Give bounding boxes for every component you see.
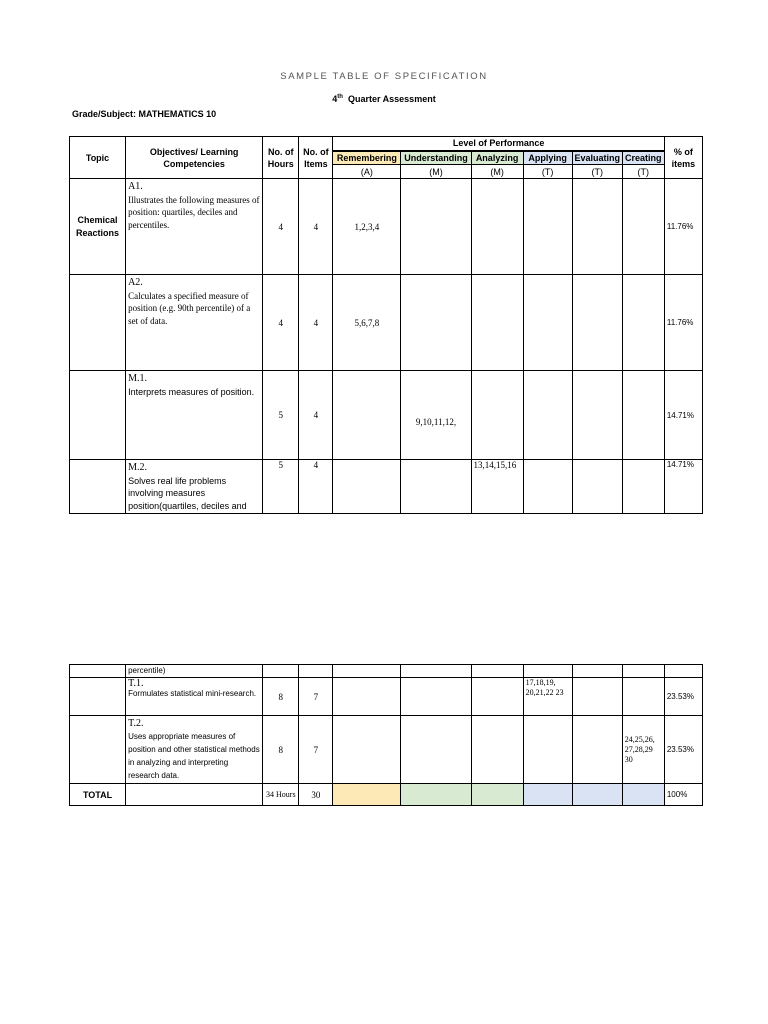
remembering-cell	[333, 460, 401, 514]
evaluating-cell	[572, 460, 622, 514]
total-row	[70, 784, 703, 806]
level-header-analyzing: Analyzing	[471, 151, 523, 165]
applying-cell	[523, 179, 572, 275]
topic-cell: Chemical Reactions	[70, 179, 126, 275]
analyzing-cell	[471, 371, 523, 460]
document-subtitle	[0, 94, 768, 104]
analyzing-cell	[471, 275, 523, 371]
empty-cell	[471, 678, 523, 716]
empty-cell	[401, 678, 471, 716]
applying-cell	[523, 371, 572, 460]
creating-cell: 24,25,26, 27,28,29 30	[622, 716, 664, 784]
table-row	[70, 179, 703, 275]
empty-cell	[622, 678, 664, 716]
understanding-cell	[401, 179, 471, 275]
specification-table	[69, 136, 703, 514]
header-level-of-performance: Level of Performance	[333, 137, 665, 151]
level-header-applying: Applying	[523, 151, 572, 165]
total-label: TOTAL	[70, 784, 126, 806]
level-code-applying: (T)	[523, 165, 572, 179]
hours-cell: 8	[263, 678, 299, 716]
empty-cell	[572, 678, 622, 716]
continued-row	[70, 665, 703, 678]
empty-cell	[401, 665, 471, 678]
grade-subject-label: Grade/Subject: MATHEMATICS 10	[72, 109, 217, 119]
empty-cell	[70, 665, 126, 678]
header-items: No. of Items	[299, 137, 333, 179]
total-creating-cell	[622, 784, 664, 806]
total-applying-cell	[523, 784, 572, 806]
topic-cell	[70, 275, 126, 371]
empty-cell	[401, 716, 471, 784]
hours-cell: 4	[263, 179, 299, 275]
percent-cell: 23.53%	[664, 678, 702, 716]
understanding-cell	[401, 460, 471, 514]
level-code-evaluating: (T)	[572, 165, 622, 179]
total-understanding-cell	[401, 784, 471, 806]
remembering-cell	[333, 371, 401, 460]
empty-cell	[263, 665, 299, 678]
header-percent: % of items	[664, 137, 702, 179]
empty-cell	[333, 665, 401, 678]
empty-cell	[523, 665, 572, 678]
empty-cell	[471, 665, 523, 678]
specification-table-continued	[69, 664, 703, 806]
table-row	[70, 460, 703, 514]
understanding-cell	[401, 275, 471, 371]
percent-cell: 11.76%	[664, 275, 702, 371]
remembering-cell: 5,6,7,8	[333, 275, 401, 371]
objective-text: Illustrates the following measures of position: quartiles, deciles and percentiles.	[128, 194, 260, 230]
table-row-t2	[70, 716, 703, 784]
evaluating-cell	[572, 275, 622, 371]
objective-cell	[126, 179, 263, 275]
applying-cell: 17,18,19, 20,21,22 23	[523, 678, 572, 716]
empty-cell	[572, 665, 622, 678]
total-hours: 34 Hours	[263, 784, 299, 806]
level-header-remembering: Remembering	[333, 151, 401, 165]
header-hours: No. of Hours	[263, 137, 299, 179]
quarter-suffix: th	[337, 94, 343, 100]
quarter-number: 4	[332, 94, 338, 104]
objective-text: Calculates a specified measure of position (e.g. 90th percentile) of a set of data.	[128, 290, 251, 326]
total-items: 30	[299, 784, 333, 806]
level-code-understanding: (M)	[401, 165, 471, 179]
objective-cell	[126, 460, 263, 514]
table-row	[70, 371, 703, 460]
objective-cell	[126, 371, 263, 460]
level-code-remembering: (A)	[333, 165, 401, 179]
topic-cell	[70, 371, 126, 460]
empty-cell	[333, 678, 401, 716]
evaluating-cell	[572, 371, 622, 460]
analyzing-cell: 13,14,15,16	[471, 460, 523, 514]
total-analyzing-cell	[471, 784, 523, 806]
header-objectives: Objectives/ Learning Competencies	[126, 137, 263, 179]
percent-cell: 14.71%	[664, 460, 702, 514]
hours-cell: 5	[263, 371, 299, 460]
items-cell: 4	[299, 460, 333, 514]
continued-objective-text: percentile)	[126, 665, 263, 678]
header-topic: Topic	[70, 137, 126, 179]
empty-cell	[126, 784, 263, 806]
level-code-creating: (T)	[622, 165, 664, 179]
objective-code: A1.	[128, 181, 143, 192]
hours-cell: 5	[263, 460, 299, 514]
objective-code: T.2.	[128, 718, 144, 729]
objective-code: A2.	[128, 277, 143, 288]
level-header-creating: Creating	[622, 151, 664, 165]
objective-cell	[126, 678, 263, 716]
percent-cell: 11.76%	[664, 179, 702, 275]
evaluating-cell	[572, 179, 622, 275]
percent-cell: 14.71%	[664, 371, 702, 460]
level-header-evaluating: Evaluating	[572, 151, 622, 165]
analyzing-cell	[471, 179, 523, 275]
document-title: SAMPLE TABLE OF SPECIFICATION	[280, 71, 488, 82]
empty-cell	[70, 716, 126, 784]
empty-cell	[333, 716, 401, 784]
applying-cell	[523, 275, 572, 371]
objective-cell	[126, 716, 263, 784]
items-cell: 4	[299, 179, 333, 275]
items-cell: 4	[299, 371, 333, 460]
creating-cell	[622, 371, 664, 460]
percent-cell: 23.53%	[664, 716, 702, 784]
hours-cell: 8	[263, 716, 299, 784]
applying-cell	[523, 460, 572, 514]
empty-cell	[523, 716, 572, 784]
empty-cell	[471, 716, 523, 784]
objective-text: Interprets measures of position.	[128, 386, 255, 397]
topic-cell	[70, 460, 126, 514]
objective-text: Uses appropriate measures of position and other statistical methods in analyzing and interpreting research data.	[128, 732, 260, 780]
empty-cell	[664, 665, 702, 678]
table-body	[70, 179, 703, 514]
objective-text: Formulates statistical mini-research.	[128, 689, 257, 698]
empty-cell	[70, 678, 126, 716]
table-row-t1	[70, 678, 703, 716]
level-code-analyzing: (M)	[471, 165, 523, 179]
items-cell: 4	[299, 275, 333, 371]
table-row	[70, 275, 703, 371]
total-evaluating-cell	[572, 784, 622, 806]
empty-cell	[622, 665, 664, 678]
items-cell: 7	[299, 678, 333, 716]
creating-cell	[622, 275, 664, 371]
hours-cell: 4	[263, 275, 299, 371]
objective-code: M.1.	[128, 373, 147, 384]
empty-cell	[299, 665, 333, 678]
remembering-cell: 1,2,3,4	[333, 179, 401, 275]
quarter-label: Quarter Assessment	[347, 94, 436, 104]
empty-cell	[572, 716, 622, 784]
creating-cell	[622, 179, 664, 275]
objective-text: Solves real life problems involving measures position(quartiles, deciles and	[128, 475, 247, 511]
total-remembering-cell	[333, 784, 401, 806]
objective-code: M.2.	[128, 462, 147, 473]
understanding-cell: 9,10,11,12,	[401, 371, 471, 460]
total-percent: 100%	[664, 784, 702, 806]
header-row-1	[70, 137, 703, 151]
level-header-understanding: Understanding	[401, 151, 471, 165]
items-cell: 7	[299, 716, 333, 784]
objective-cell	[126, 275, 263, 371]
creating-cell	[622, 460, 664, 514]
objective-code: T.1.	[128, 678, 144, 689]
